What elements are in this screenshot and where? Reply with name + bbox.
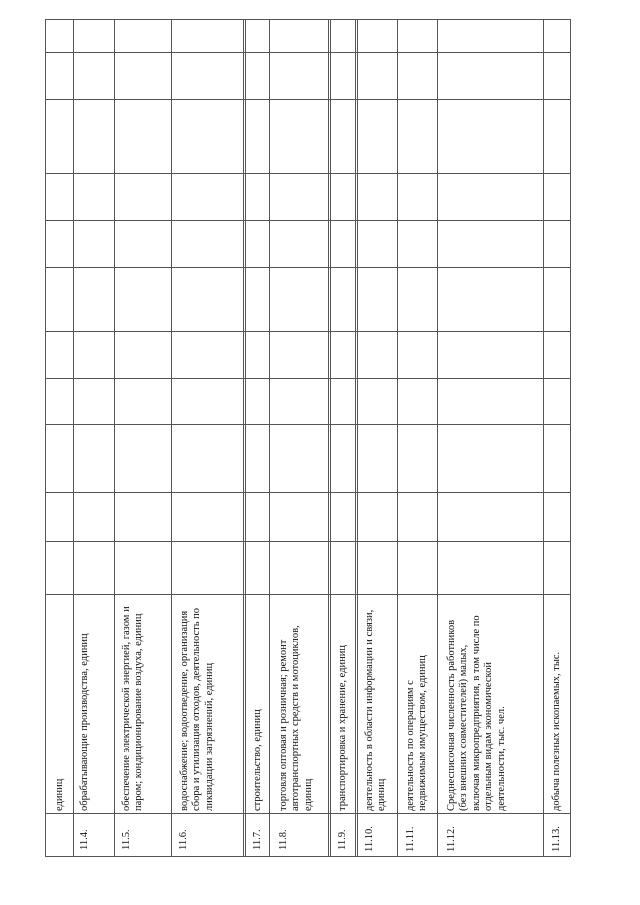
row-label-11-5: обеспечение электрической энергией, газом и паром; кондиционирование воздуха, единиц bbox=[121, 606, 145, 811]
row-label-11-8: торговля оптовая и розничная; ремонт автотранспортных средств и мотоциклов, единиц bbox=[278, 625, 314, 811]
row-number-11-4: 11.4. bbox=[79, 829, 90, 850]
row-label-11-6: водоснабжение; водоотведение, организация сбора и утилизация отходов, деятельность по ликвидации загрязнений, единиц bbox=[179, 607, 215, 811]
row-label-11-4: обрабатывающие производства, единиц bbox=[79, 633, 90, 811]
row-number-11-11: 11.11. bbox=[405, 826, 416, 852]
row-number-11-10: 11.10. bbox=[364, 826, 375, 852]
row-label-11-12: Среднесписочная численность работников (без внешних совместителей) малых, включая микропредприятия, в том числе по отдельным видам экономической деятельности, тыс. чел. bbox=[446, 615, 507, 811]
row-label-11-11: деятельность по операциям с недвижимым имуществом, единиц bbox=[405, 655, 429, 811]
row-label-11-9: транспортировка и хранение, единиц bbox=[337, 645, 348, 811]
row-label-0: единиц bbox=[54, 778, 65, 811]
row-number-11-6: 11.6. bbox=[178, 829, 189, 850]
row-number-11-13: 11.13. bbox=[551, 826, 562, 852]
row-number-11-7: 11.7. bbox=[252, 829, 263, 850]
row-label-11-10: деятельность в области информации и связи, единиц bbox=[364, 609, 388, 811]
row-number-11-9: 11.9. bbox=[337, 829, 348, 850]
row-number-11-12: 11.12. bbox=[446, 826, 457, 852]
row-number-11-5: 11.5. bbox=[121, 829, 132, 850]
row-label-11-13: добыча полезных ископаемых, тыс. bbox=[551, 651, 562, 811]
row-label-11-7: строительство, единиц bbox=[252, 709, 263, 811]
row-number-11-8: 11.8. bbox=[278, 829, 289, 850]
